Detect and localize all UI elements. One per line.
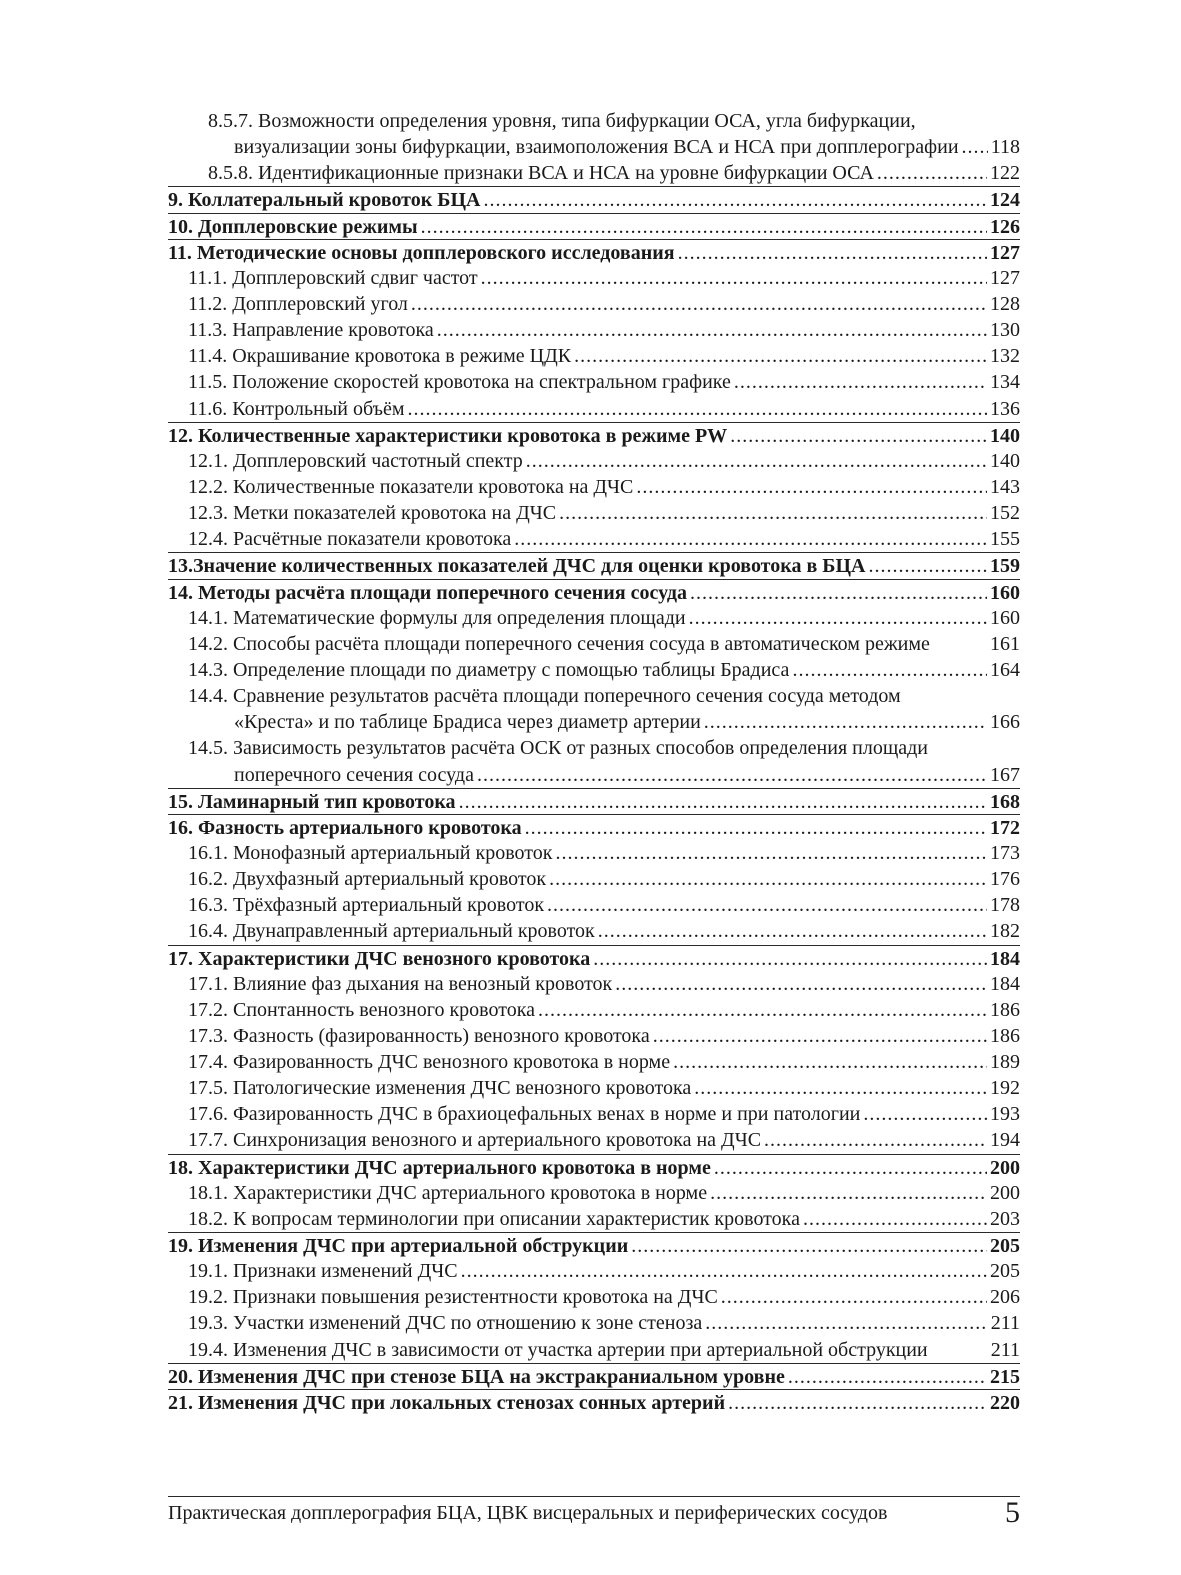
toc-section-entry[interactable]: [168, 683, 1020, 709]
toc-section-entry[interactable]: [168, 866, 1020, 892]
toc-section-entry[interactable]: [168, 265, 1020, 291]
toc-page-number: 206: [990, 1286, 1020, 1309]
toc-leader-dots: [673, 1049, 987, 1075]
toc-entry-title: 16.3. Трёхфазный артериальный кровоток: [188, 894, 545, 917]
toc-leader-dots: [877, 160, 987, 186]
toc-page-number: 136: [990, 397, 1020, 420]
toc-chapter-entry[interactable]: [168, 422, 1020, 448]
toc-leader-dots: [863, 1101, 987, 1127]
toc-entry-title: 14.4. Сравнение результатов расчёта площади поперечного сечения сосуда методом: [188, 685, 901, 708]
toc-chapter-entry[interactable]: [168, 1363, 1020, 1389]
toc-entry-title: 14.3. Определение площади по диаметру с помощью таблицы Брадиса: [188, 658, 790, 681]
toc-entry-title: 21. Изменения ДЧС при локальных стенозах сонных артерий: [168, 1391, 726, 1414]
toc-section-entry[interactable]: [168, 1337, 1020, 1363]
toc-leader-dots: [408, 396, 987, 422]
toc-leader-dots: [728, 1390, 987, 1416]
toc-leader-dots: [734, 369, 987, 395]
toc-page-number: 184: [990, 947, 1020, 970]
toc-page-number: 211: [990, 1312, 1020, 1335]
toc-section-entry[interactable]: [168, 291, 1020, 317]
toc-leader-dots: [538, 997, 987, 1023]
toc-page-number: 203: [990, 1207, 1020, 1230]
toc-leader-dots: [764, 1127, 987, 1153]
toc-entry-title: 12. Количественные характеристики кровотока в режиме PW: [168, 424, 728, 447]
toc-page-number: 176: [990, 868, 1020, 891]
toc-section-entry[interactable]: [168, 474, 1020, 500]
toc-entry-title: 12.3. Метки показателей кровотока на ДЧС: [188, 502, 557, 525]
toc-entry-title: 18.2. К вопросам терминологии при описании характеристик кровотока: [188, 1207, 800, 1230]
toc-section-entry[interactable]: [168, 396, 1020, 422]
toc-page-number: 178: [990, 894, 1020, 917]
toc-entry-title: 13.Значение количественных показателей ДЧС для оценки кровотока в БЦА: [168, 555, 866, 578]
toc-leader-dots: [514, 526, 987, 552]
toc-section-entry[interactable]: [168, 892, 1020, 918]
toc-section-entry[interactable]: [168, 840, 1020, 866]
toc-entry-title: 11.2. Допплеровский угол: [188, 292, 408, 315]
toc-entry-title: 16.1. Монофазный артериальный кровоток: [188, 841, 553, 864]
toc-page-number: 127: [990, 266, 1020, 289]
toc-entry-title: 14. Методы расчёта площади поперечного сечения сосуда: [168, 581, 687, 604]
toc-page-number: 184: [990, 972, 1020, 995]
toc-chapter-entry[interactable]: [168, 1232, 1020, 1258]
toc-leader-dots: [459, 789, 987, 815]
toc-entry-title: 16.2. Двухфазный артериальный кровоток: [188, 868, 547, 891]
toc-chapter-entry[interactable]: [168, 1154, 1020, 1180]
toc-entry-title: 11.1. Допплеровский сдвиг частот: [188, 266, 478, 289]
toc-section-entry[interactable]: [168, 448, 1020, 474]
toc-leader-dots: [593, 946, 987, 972]
toc-leader-dots: [421, 214, 987, 240]
toc-leader-dots: [636, 474, 987, 500]
toc-entry-title: поперечного сечения сосуда: [234, 763, 474, 786]
toc-section-entry[interactable]: [168, 1310, 1020, 1336]
toc-chapter-entry[interactable]: [168, 579, 1020, 605]
toc-page-number: 126: [990, 215, 1020, 238]
toc-section-entry[interactable]: [168, 709, 1020, 735]
toc-entry-title: 17.5. Патологические изменения ДЧС венозного кровотока: [188, 1077, 692, 1100]
toc-leader-dots: [481, 265, 987, 291]
toc-page-number: 140: [990, 449, 1020, 472]
toc-page-number: 164: [990, 658, 1020, 681]
toc-page-number: 168: [990, 790, 1020, 813]
toc-entry-title: 19. Изменения ДЧС при артериальной обструкции: [168, 1235, 629, 1258]
toc-page-number: 192: [990, 1077, 1020, 1100]
toc-page-number: 193: [990, 1103, 1020, 1126]
toc-leader-dots: [721, 1284, 987, 1310]
toc-entry-title: 16.4. Двунаправленный артериальный кровоток: [188, 920, 595, 943]
table-of-contents: [168, 108, 1020, 1415]
toc-section-entry[interactable]: [168, 1258, 1020, 1284]
toc-entry-title: 17.1. Влияние фаз дыхания на венозный кровоток: [188, 972, 613, 995]
toc-page-number: 130: [990, 319, 1020, 342]
toc-entry-title: 18.1. Характеристики ДЧС артериального кровотока в норме: [188, 1181, 708, 1204]
toc-page-number: 205: [990, 1260, 1020, 1283]
toc-page-number: 166: [990, 711, 1020, 734]
toc-entry-title: 17.6. Фазированность ДЧС в брахиоцефальных венах в норме и при патологии: [188, 1103, 861, 1126]
toc-entry-title: 18. Характеристики ДЧС артериального кровотока в норме: [168, 1156, 711, 1179]
toc-entry-title: 17.7. Синхронизация венозного и артериального кровотока на ДЧС: [188, 1129, 762, 1152]
toc-page-number: 140: [990, 424, 1020, 447]
toc-entry-title: 19.4. Изменения ДЧС в зависимости от участка артерии при артериальной обструкции: [188, 1338, 928, 1361]
toc-page-number: 118: [990, 136, 1020, 159]
toc-page-number: 172: [990, 816, 1020, 839]
toc-section-entry[interactable]: [168, 134, 1020, 160]
toc-leader-dots: [690, 580, 987, 606]
toc-section-entry[interactable]: [168, 997, 1020, 1023]
toc-page-number: 200: [990, 1181, 1020, 1204]
toc-page-number: 127: [990, 241, 1020, 264]
toc-page-number: 159: [990, 555, 1020, 578]
toc-leader-dots: [704, 709, 987, 735]
toc-leader-dots: [694, 1075, 987, 1101]
toc-section-entry[interactable]: [168, 317, 1020, 343]
toc-leader-dots: [525, 815, 987, 841]
toc-leader-dots: [631, 1233, 987, 1259]
toc-page-number: 132: [990, 345, 1020, 368]
toc-entry-title: 11. Методические основы допплеровского исследования: [168, 241, 675, 264]
toc-page-number: 211: [990, 1338, 1020, 1361]
toc-leader-dots: [549, 866, 987, 892]
toc-chapter-entry[interactable]: [168, 788, 1020, 814]
toc-entry-title: 11.4. Окрашивание кровотока в режиме ЦДК: [188, 345, 572, 368]
toc-entry-title: 20. Изменения ДЧС при стенозе БЦА на экстракраниальном уровне: [168, 1365, 785, 1388]
toc-leader-dots: [559, 500, 987, 526]
toc-section-entry[interactable]: [168, 500, 1020, 526]
toc-section-entry[interactable]: [168, 1101, 1020, 1127]
toc-leader-dots: [411, 291, 987, 317]
toc-page-number: 215: [990, 1365, 1020, 1388]
toc-section-entry[interactable]: [168, 343, 1020, 369]
toc-section-entry[interactable]: [168, 369, 1020, 395]
toc-entry-title: 17.4. Фазированность ДЧС венозного кровотока в норме: [188, 1051, 671, 1074]
toc-section-entry[interactable]: [168, 160, 1020, 186]
toc-entry-title: 11.3. Направление кровотока: [188, 319, 434, 342]
toc-leader-dots: [555, 840, 987, 866]
toc-leader-dots: [710, 1180, 987, 1206]
toc-page-number: 161: [990, 632, 1020, 655]
toc-page-number: 189: [990, 1051, 1020, 1074]
toc-section-entry[interactable]: [168, 918, 1020, 944]
page-number: 5: [1005, 1496, 1020, 1529]
toc-entry-title: 12.2. Количественные показатели кровотока на ДЧС: [188, 475, 634, 498]
toc-chapter-entry[interactable]: [168, 945, 1020, 971]
footer-divider: [168, 1496, 1020, 1497]
toc-section-entry[interactable]: [168, 526, 1020, 552]
toc-page-number: 155: [990, 528, 1020, 551]
toc-page-number: 134: [990, 371, 1020, 394]
toc-section-entry[interactable]: [168, 735, 1020, 761]
toc-page-number: 124: [990, 189, 1020, 212]
toc-entry-title: 11.5. Положение скоростей кровотока на спектральном графике: [188, 371, 731, 394]
toc-entry-title: 19.2. Признаки повышения резистентности кровотока на ДЧС: [188, 1286, 718, 1309]
toc-section-entry[interactable]: [168, 1180, 1020, 1206]
toc-page-number: 173: [990, 841, 1020, 864]
toc-entry-title: 15. Ламинарный тип кровотока: [168, 790, 456, 813]
toc-page-number: 186: [990, 998, 1020, 1021]
toc-entry-title: 10. Допплеровские режимы: [168, 215, 418, 238]
toc-leader-dots: [547, 892, 987, 918]
toc-entry-title: 19.1. Признаки изменений ДЧС: [188, 1260, 458, 1283]
toc-leader-dots: [869, 553, 988, 579]
toc-page-number: 200: [990, 1156, 1020, 1179]
toc-section-entry[interactable]: [168, 605, 1020, 631]
toc-section-entry[interactable]: [168, 1049, 1020, 1075]
toc-entry-title: 12.4. Расчётные показатели кровотока: [188, 528, 512, 551]
toc-entry-title: 9. Коллатеральный кровоток БЦА: [168, 189, 481, 212]
toc-section-entry[interactable]: [168, 631, 1020, 657]
toc-chapter-entry[interactable]: [168, 213, 1020, 239]
toc-chapter-entry[interactable]: [168, 186, 1020, 212]
toc-page-number: 194: [990, 1129, 1020, 1152]
toc-leader-dots: [803, 1206, 987, 1232]
toc-section-entry[interactable]: [168, 971, 1020, 997]
toc-entry-title: 12.1. Допплеровский частотный спектр: [188, 449, 523, 472]
toc-chapter-entry[interactable]: [168, 1389, 1020, 1415]
running-title: Практическая допплерография БЦА, ЦВК висцеральных и периферических сосудов: [168, 1502, 888, 1524]
toc-entry-title: визуализации зоны бифуркации, взаимоположения ВСА и НСА при допплерографии: [234, 136, 959, 159]
toc-page-number: 167: [990, 763, 1020, 786]
toc-section-entry[interactable]: [168, 1206, 1020, 1232]
toc-leader-dots: [615, 971, 987, 997]
toc-section-entry[interactable]: [168, 108, 1020, 134]
toc-page-number: 152: [990, 502, 1020, 525]
toc-page-number: 143: [990, 475, 1020, 498]
toc-leader-dots: [437, 317, 987, 343]
toc-leader-dots: [788, 1364, 987, 1390]
toc-section-entry[interactable]: [168, 657, 1020, 683]
toc-chapter-entry[interactable]: [168, 814, 1020, 840]
toc-leader-dots: [678, 240, 987, 266]
toc-chapter-entry[interactable]: [168, 552, 1020, 578]
toc-entry-title: 16. Фазность артериального кровотока: [168, 816, 522, 839]
toc-entry-title: 17.3. Фазность (фазированность) венозного кровотока: [188, 1024, 650, 1047]
toc-page-number: 186: [990, 1024, 1020, 1047]
toc-page-number: 160: [990, 606, 1020, 629]
toc-chapter-entry[interactable]: [168, 239, 1020, 265]
toc-page-number: 220: [990, 1391, 1020, 1414]
toc-leader-dots: [461, 1258, 987, 1284]
toc-entry-title: 8.5.8. Идентификационные признаки ВСА и НСА на уровне бифуркации ОСА: [208, 162, 874, 185]
toc-leader-dots: [598, 918, 987, 944]
toc-entry-title: 17.2. Спонтанность венозного кровотока: [188, 998, 535, 1021]
toc-entry-title: 14.5. Зависимость результатов расчёта ОСК от разных способов определения площади: [188, 737, 928, 760]
toc-leader-dots: [526, 448, 987, 474]
toc-entry-title: 14.1. Математические формулы для определения площади: [188, 606, 686, 629]
toc-section-entry[interactable]: [168, 1023, 1020, 1049]
toc-leader-dots: [730, 423, 987, 449]
toc-leader-dots: [962, 134, 988, 160]
toc-leader-dots: [689, 605, 987, 631]
toc-leader-dots: [574, 343, 987, 369]
toc-section-entry[interactable]: [168, 1127, 1020, 1153]
toc-leader-dots: [477, 762, 987, 788]
toc-page-number: 122: [990, 162, 1020, 185]
toc-entry-title: 11.6. Контрольный объём: [188, 397, 405, 420]
toc-leader-dots: [653, 1023, 987, 1049]
toc-leader-dots: [714, 1155, 987, 1181]
toc-leader-dots: [705, 1310, 988, 1336]
toc-entry-title: 8.5.7. Возможности определения уровня, типа бифуркации ОСА, угла бифуркации,: [208, 110, 916, 132]
toc-entry-title: 17. Характеристики ДЧС венозного кровотока: [168, 947, 591, 970]
toc-leader-dots: [792, 657, 987, 683]
toc-entry-title: 14.2. Способы расчёта площади поперечного сечения сосуда в автоматическом режиме: [188, 632, 930, 655]
toc-page-number: 128: [990, 292, 1020, 315]
toc-section-entry[interactable]: [168, 1284, 1020, 1310]
toc-page-number: 160: [990, 581, 1020, 604]
toc-section-entry[interactable]: [168, 1075, 1020, 1101]
toc-page-number: 205: [990, 1235, 1020, 1258]
toc-entry-title: «Креста» и по таблице Брадиса через диаметр артерии: [234, 711, 701, 734]
toc-section-entry[interactable]: [168, 762, 1020, 788]
toc-entry-title: 19.3. Участки изменений ДЧС по отношению к зоне стеноза: [188, 1312, 703, 1335]
toc-page-number: 182: [990, 920, 1020, 943]
toc-leader-dots: [483, 187, 987, 213]
